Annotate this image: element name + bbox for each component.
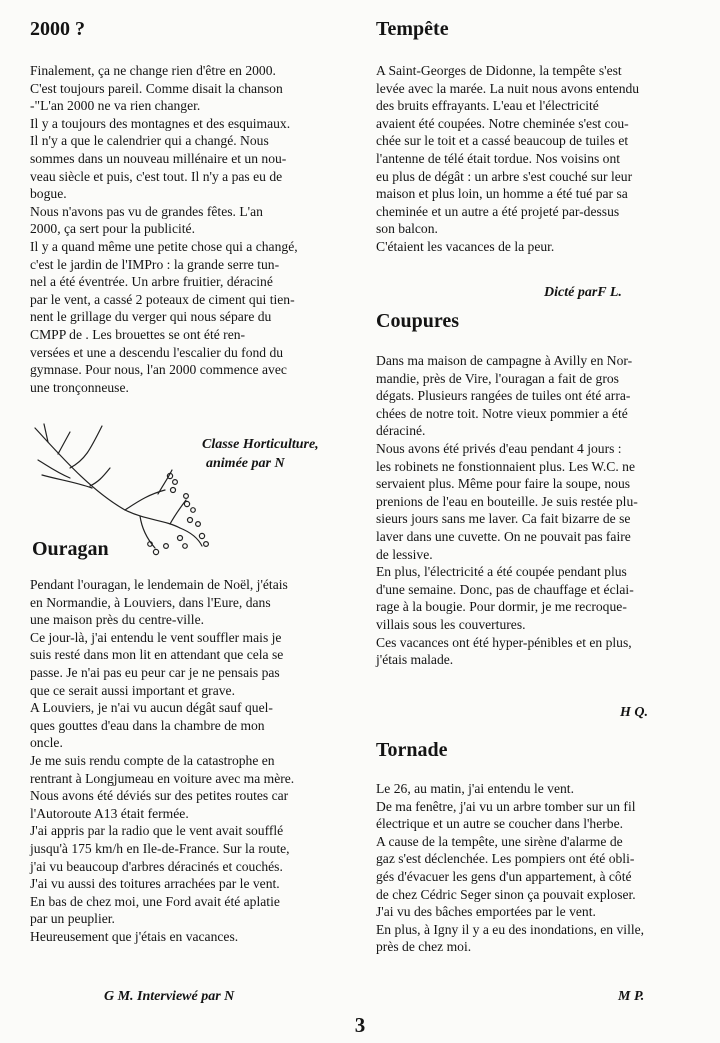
text-line: servaient plus. Même pour faire la soupe, nous xyxy=(376,476,631,492)
text-line: rage à la bougie. Pour dormir, je me recroque- xyxy=(376,599,627,615)
text-line: CMPP de . Les brouettes se ont été ren- xyxy=(30,326,246,342)
text-line: en Normandie, à Louviers, dans l'Eure, dans xyxy=(30,594,271,610)
article-title-tornade: Tornade xyxy=(376,739,448,761)
signature-tempete: Dicté parF L. xyxy=(544,285,622,300)
text-line: En plus, l'électricité a été coupée pendant plus xyxy=(376,564,627,580)
text-line: sieurs jours sans me laver. Ca fait bizarre de se xyxy=(376,511,631,527)
article-title-ouragan: Ouragan xyxy=(32,538,109,560)
text-line: Il n'y a que le calendrier qui a changé. Nous xyxy=(30,133,269,149)
text-line: chées de notre toit. Notre vieux pommier a été xyxy=(376,405,628,421)
text-line: j'étais malade. xyxy=(376,652,454,668)
article-body-ouragan xyxy=(30,576,346,945)
text-line: Pendant l'ouragan, le lendemain de Noël, j'étais xyxy=(30,577,288,592)
text-line: villais sous les couvertures. xyxy=(376,616,526,632)
article-body-tornade xyxy=(376,780,692,956)
text-line: avaient été coupées. Notre cheminée s'est cou- xyxy=(376,115,629,131)
text-line: par le vent, a cassé 2 poteaux de ciment qui tien- xyxy=(30,291,295,307)
text-line: Il y a quand même une petite chose qui a changé, xyxy=(30,238,298,254)
text-line: laver dans une cuvette. On ne pouvait pas faire xyxy=(376,528,631,544)
text-line: En plus, à Igny il y a eu des inondations, en ville, xyxy=(376,921,645,937)
text-line: -"L'an 2000 ne va rien changer. xyxy=(30,98,201,114)
text-line: ques gouttes d'eau dans la chambre de mon xyxy=(30,717,265,733)
text-line: Je me suis rendu compte de la catastrophe en xyxy=(30,752,275,768)
text-line: nel a été éventrée. Un arbre fruitier, déraciné xyxy=(30,274,273,290)
text-line: son balcon. xyxy=(376,221,438,237)
article-title-2000: 2000 ? xyxy=(30,18,85,40)
text-line: A cause de la tempête, une sirène d'alarme de xyxy=(376,833,623,849)
page-number: 3 xyxy=(354,1013,366,1037)
article-title-tempete: Tempête xyxy=(376,18,449,40)
text-line: nent le grillage du verger qui nous sépare du xyxy=(30,309,272,325)
text-line: Dans ma maison de campagne à Avilly en Nor- xyxy=(376,353,633,368)
text-line: de chez Cédric Seger sinon ça pouvait exploser. xyxy=(376,886,636,902)
article-body-tempete xyxy=(376,62,692,256)
text-line: j'ai vu beaucoup d'arbres déracinés et couchés. xyxy=(30,858,283,874)
text-line: maison et plus loin, un homme a été tué par sa xyxy=(376,186,628,202)
text-line: passe. Je n'ai pas eu peur car je ne pensais pas xyxy=(30,664,280,680)
text-line: gymnase. Pour nous, l'an 2000 commence avec xyxy=(30,362,287,378)
text-line: des bruits effrayants. L'eau et l'électricité xyxy=(376,98,599,114)
article-body-coupures xyxy=(376,352,692,669)
branch-drawing xyxy=(30,420,220,565)
text-line: En bas de chez moi, une Ford avait été aplatie xyxy=(30,893,280,909)
text-line: prenions de l'eau en bouteille. Je suis restée plu- xyxy=(376,493,638,509)
text-line: rentrant à Longjumeau en voiture avec ma mère. xyxy=(30,770,295,786)
text-line: Il y a toujours des montagnes et des esquimaux. xyxy=(30,115,291,131)
signature-horticulture-1: Classe Horticulture, xyxy=(202,437,319,452)
text-line: les robinets ne fonstionnaient plus. Les W.C. ne xyxy=(376,458,636,474)
text-line: levée avec la marée. La nuit nous avons entendu xyxy=(376,80,640,96)
text-line: J'ai vu aussi des toitures arrachées par le vent. xyxy=(30,876,280,892)
text-line: suis resté dans mon lit en attendant que cela se xyxy=(30,647,284,663)
text-line: jusqu'à 175 km/h en Ile-de-France. Sur la route, xyxy=(30,840,290,856)
text-line: Nous avons été déviés sur des petites routes car xyxy=(30,788,289,804)
text-line: une tronçonneuse. xyxy=(30,379,129,395)
text-line: De ma fenêtre, j'ai vu un arbre tomber sur un fil xyxy=(376,798,636,814)
text-line: électrique et un autre se coucher dans l'herbe. xyxy=(376,816,624,832)
text-line: J'ai vu des bâches emportées par le vent. xyxy=(376,904,596,920)
text-line: veau siècle et puis, c'est tout. Il n'y a pas eu de xyxy=(30,168,283,184)
article-title-coupures: Coupures xyxy=(376,310,459,332)
text-line: 2000, ça sert pour la publicité. xyxy=(30,221,195,237)
signature-ouragan: G M. Interviewé par N xyxy=(104,989,235,1004)
text-line: de lessive. xyxy=(376,546,433,562)
text-line: mandie, près de Vire, l'ouragan a fait de gros xyxy=(376,370,619,386)
text-line: gés d'évacuer les gens d'un appartement, à côté xyxy=(376,868,632,884)
text-line: une maison près du centre-ville. xyxy=(30,612,205,628)
text-line: A Saint-Georges de Didonne, la tempête s'est xyxy=(376,63,622,78)
signature-coupures: H Q. xyxy=(620,705,648,720)
text-line: d'une semaine. Donc, pas de chauffage et éclai- xyxy=(376,581,634,597)
text-line: A Louviers, je n'ai vu aucun dégât sauf quel- xyxy=(30,700,273,716)
signature-tornade: M P. xyxy=(618,989,645,1004)
text-line: oncle. xyxy=(30,735,63,751)
text-line: Finalement, ça ne change rien d'être en 2000. xyxy=(30,63,276,78)
text-line: près de chez moi. xyxy=(376,939,472,955)
text-line: c'est le jardin de l'IMPro : la grande serre tun- xyxy=(30,256,280,272)
text-line: Heureusement que j'étais en vacances. xyxy=(30,928,239,944)
text-line: C'est toujours pareil. Comme disait la chanson xyxy=(30,80,283,96)
signature-horticulture-2: animée par N xyxy=(206,456,285,471)
article-body-2000 xyxy=(30,62,346,396)
text-line: Le 26, au matin, j'ai entendu le vent. xyxy=(376,781,574,796)
text-line: l'antenne de télé était tordue. Nos voisins ont xyxy=(376,150,621,166)
text-line: par un peuplier. xyxy=(30,911,115,927)
text-line: déraciné. xyxy=(376,423,426,439)
text-line: J'ai appris par la radio que le vent avait soufflé xyxy=(30,823,284,839)
text-line: C'étaient les vacances de la peur. xyxy=(376,238,555,254)
text-line: que ce serait aussi important et grave. xyxy=(30,682,235,698)
text-line: Ces vacances ont été hyper-pénibles et en plus, xyxy=(376,634,632,650)
text-line: versées et une a descendu l'escalier du fond du xyxy=(30,344,284,360)
text-line: Nous n'avons pas vu de grandes fêtes. L'an xyxy=(30,203,263,219)
text-line: eu plus de dégât : un arbre s'est couché sur leur xyxy=(376,168,633,184)
text-line: bogue. xyxy=(30,186,67,202)
text-line: gaz s'est déclenchée. Les pompiers ont été obli- xyxy=(376,851,635,867)
text-line: Nous avons été privés d'eau pendant 4 jours : xyxy=(376,440,622,456)
text-line: sommes dans un nouveau millénaire et un nou- xyxy=(30,150,287,166)
text-line: chée sur le toit et a cassé beaucoup de tuiles et xyxy=(376,133,629,149)
text-line: l'Autoroute A13 était fermée. xyxy=(30,805,189,821)
text-line: Ce jour-là, j'ai entendu le vent souffler mais je xyxy=(30,629,282,645)
text-line: cheminée et un autre a été projeté par-dessus xyxy=(376,203,620,219)
text-line: dégats. Plusieurs rangées de tuiles ont été arra- xyxy=(376,388,631,404)
